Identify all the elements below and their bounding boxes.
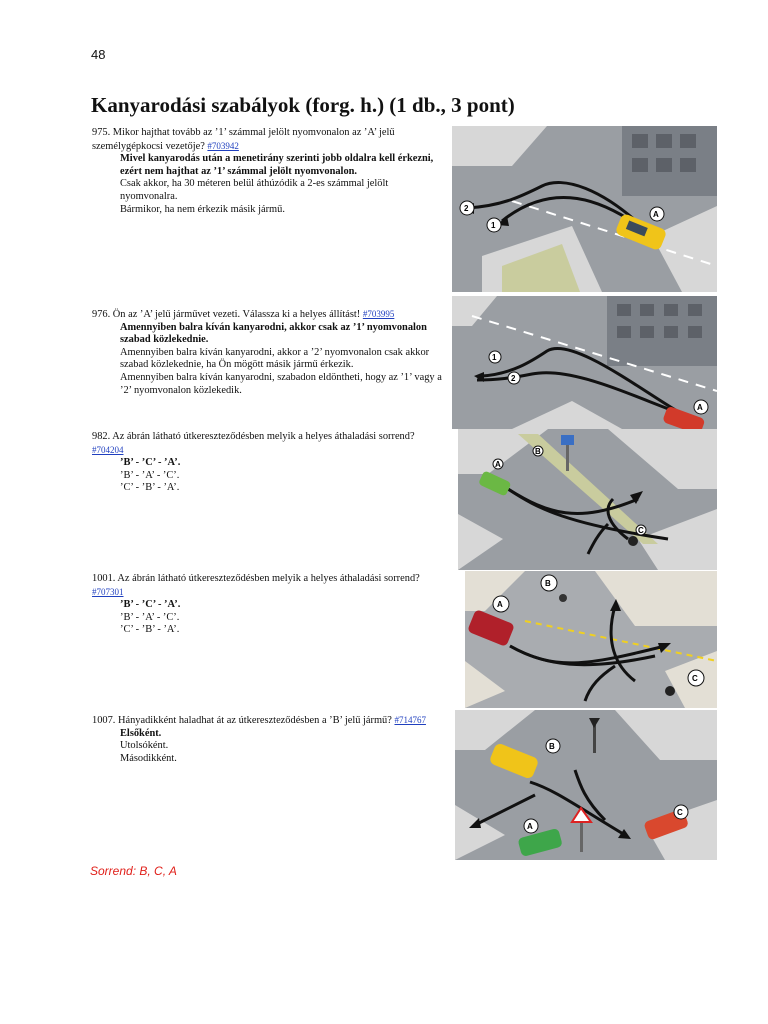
answer-item[interactable]: Csak akkor, ha 30 méteren belül áthúzódik a 2-es számmal jelölt nyomvonalra. xyxy=(120,178,389,202)
marker-label: C xyxy=(692,674,698,683)
question-text: 1007. Hányadikként haladhat át az útkereszteződésben a ’B’ jelű jármű? xyxy=(92,715,392,726)
answer-item[interactable]: Amennyiben balra kíván kanyarodni, akkor csak az ’1’ nyomvonalon szabad közlekednie. xyxy=(120,321,427,346)
marker-label: A xyxy=(653,210,659,219)
answer-item[interactable]: ’B’ - ’C’ - ’A’. xyxy=(120,457,181,469)
question-1001 xyxy=(92,573,447,637)
marker-label: C xyxy=(638,526,644,535)
question-text: 975. Mikor hajthat tovább az ’1’ számmal jelölt nyomvonalon az ’A’ jelű személygépkocsi vezetője? xyxy=(92,127,395,152)
order-note: Sorrend: B, C, A xyxy=(90,864,177,878)
question-code-link[interactable]: #714767 xyxy=(394,715,426,725)
illustration-975 xyxy=(452,126,717,292)
answer-item[interactable]: Utolsóként. xyxy=(120,740,169,752)
question-976 xyxy=(92,308,444,397)
marker-label: A xyxy=(497,600,503,609)
question-code-link[interactable]: #704204 xyxy=(92,444,124,455)
marker-label: A xyxy=(527,822,533,831)
marker-label: 1 xyxy=(492,353,497,362)
answer-item[interactable]: Amennyiben balra kíván kanyarodni, akkor a ’2’ nyomvonalon csak akkor szabad közlekednie, ha Ön mögött másik jármű érkezik. xyxy=(120,346,430,371)
marker-label: 1 xyxy=(491,221,496,230)
marker-label: B xyxy=(535,447,541,456)
question-text: 976. Ön az ’A’ jelű járművet vezeti. Válassza ki a helyes állítást! xyxy=(92,309,361,320)
marker-label: A xyxy=(697,403,703,412)
marker-label: B xyxy=(545,579,551,588)
answer-item[interactable]: ’C’ - ’B’ - ’A’. xyxy=(120,482,180,494)
answer-item[interactable]: ’B’ - ’A’ - ’C’. xyxy=(120,611,180,623)
answer-item[interactable]: Másodikként. xyxy=(120,752,177,764)
answer-item[interactable]: Bármikor, ha nem érkezik másik jármű. xyxy=(120,203,285,215)
marker-label: A xyxy=(495,460,501,469)
question-text: 982. Az ábrán látható útkereszteződésben melyik a helyes áthaladási sorrend? xyxy=(92,431,415,442)
answer-item[interactable]: ’B’ - ’C’ - ’A’. xyxy=(120,599,181,611)
question-code-link[interactable]: #707301 xyxy=(92,586,124,597)
answer-item[interactable]: Elsőként. xyxy=(120,727,162,739)
question-text: 1001. Az ábrán látható útkereszteződésben melyik a helyes áthaladási sorrend? xyxy=(92,573,420,584)
page-number: 48 xyxy=(91,47,106,62)
answer-item[interactable]: ’B’ - ’A’ - ’C’. xyxy=(120,469,180,481)
question-code-link[interactable]: #703995 xyxy=(362,309,395,319)
marker-label: B xyxy=(549,742,555,751)
illustration-982 xyxy=(458,429,717,570)
marker-label: 2 xyxy=(464,204,469,213)
answer-item[interactable]: ’C’ - ’B’ - ’A’. xyxy=(120,624,180,636)
marker-label: 2 xyxy=(511,374,516,383)
question-975 xyxy=(92,127,444,216)
page-title: Kanyarodási szabályok (forg. h.) (1 db., 3 pont) xyxy=(91,93,515,117)
answer-item[interactable]: Mivel kanyarodás után a menetirány szerinti jobb oldalra kell érkezni, ezért nem hajthat az ’1’ számmal jelölt nyomvonalon. xyxy=(120,153,434,177)
illustration-1001 xyxy=(465,571,717,708)
illustration-976 xyxy=(452,296,717,429)
question-982 xyxy=(92,431,447,495)
answer-item[interactable]: Amennyiben balra kíván kanyarodni, szabadon eldöntheti, hogy az ’1’ vagy a ’2’ nyomvonalon közlekedik. xyxy=(120,371,442,396)
illustration-1007 xyxy=(455,710,717,860)
marker-label: C xyxy=(677,808,683,817)
question-code-link[interactable]: #703942 xyxy=(207,140,239,151)
question-1007 xyxy=(92,714,454,765)
